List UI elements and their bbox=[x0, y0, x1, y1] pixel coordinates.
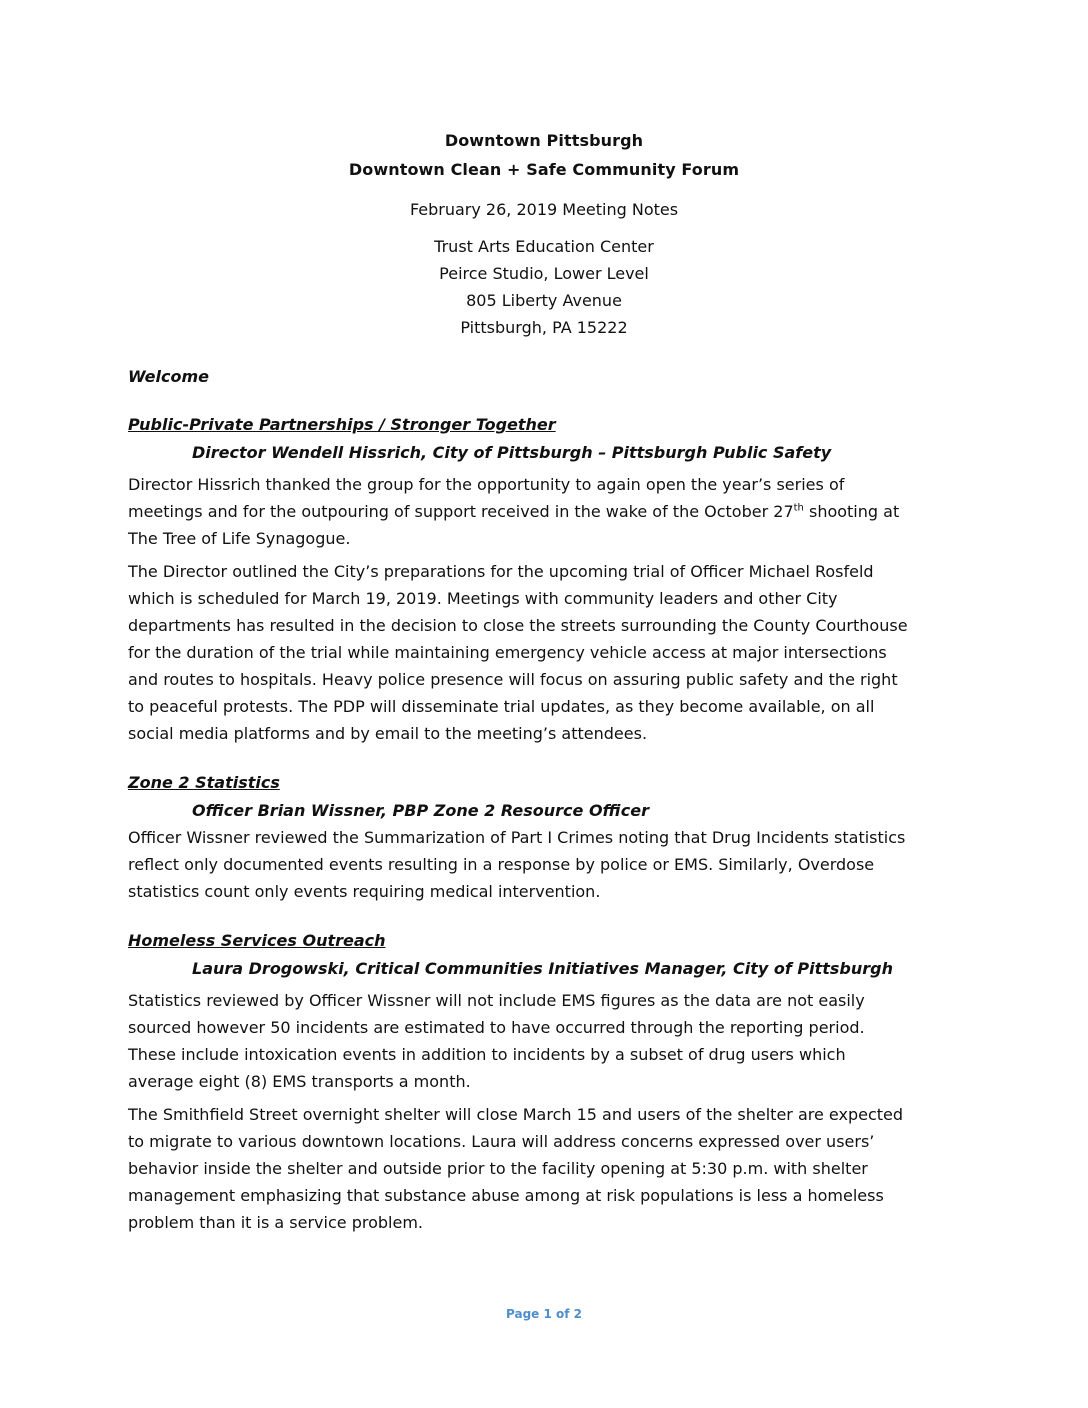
section-heading: Public-Private Partnerships / Stronger Together bbox=[128, 415, 556, 434]
venue-name: Trust Arts Education Center bbox=[434, 237, 654, 256]
paragraph-line: The Director outlined the City’s preparations for the upcoming trial of Officer Michael Rosfeld bbox=[128, 562, 874, 581]
paragraph-line: These include intoxication events in addition to incidents by a subset of drug users which bbox=[128, 1045, 846, 1064]
section-heading: Homeless Services Outreach bbox=[128, 931, 386, 950]
paragraph-line: average eight (8) EMS transports a month. bbox=[128, 1072, 471, 1091]
paragraph bbox=[128, 987, 958, 1095]
paragraph-line: The Tree of Life Synagogue. bbox=[128, 529, 351, 548]
paragraph-line: for the duration of the trial while maintaining emergency vehicle access at major intersections bbox=[128, 643, 887, 662]
section-speaker: Director Wendell Hissrich, City of Pittsburgh – Pittsburgh Public Safety bbox=[192, 443, 832, 462]
document-title: Downtown Pittsburgh bbox=[444, 131, 644, 150]
paragraph-line-text: shooting at bbox=[803, 502, 900, 521]
page-number: Page 1 of 2 bbox=[506, 1307, 582, 1321]
paragraph-line: The Smithfield Street overnight shelter will close March 15 and users of the shelter are expected bbox=[128, 1105, 904, 1124]
paragraph-line: reflect only documented events resulting in a response by police or EMS. Similarly, Overdose bbox=[128, 855, 875, 874]
paragraph-line: sourced however 50 incidents are estimated to have occurred through the reporting period. bbox=[128, 1018, 865, 1037]
section-speaker: Officer Brian Wissner, PBP Zone 2 Resource Officer bbox=[192, 801, 649, 820]
paragraph-line: departments has resulted in the decision to close the streets surrounding the County Courthouse bbox=[128, 616, 908, 635]
document-subtitle: Downtown Clean + Safe Community Forum bbox=[348, 160, 740, 179]
paragraph-line: to peaceful protests. The PDP will disseminate trial updates, as they become available, on all bbox=[128, 697, 875, 716]
section-heading: Zone 2 Statistics bbox=[128, 773, 280, 792]
paragraph-line: and routes to hospitals. Heavy police presence will focus on assuring public safety and the right bbox=[128, 670, 898, 689]
paragraph-line: management emphasizing that substance abuse among at risk populations is less a homeless bbox=[128, 1186, 884, 1205]
paragraph-line: which is scheduled for March 19, 2019. Meetings with community leaders and other City bbox=[128, 589, 838, 608]
paragraph bbox=[128, 471, 958, 552]
venue-room: Peirce Studio, Lower Level bbox=[439, 264, 649, 283]
paragraph bbox=[128, 1101, 958, 1236]
paragraph-line: behavior inside the shelter and outside prior to the facility opening at 5:30 p.m. with shelter bbox=[128, 1159, 868, 1178]
paragraph bbox=[128, 558, 958, 747]
section-speaker: Laura Drogowski, Critical Communities Initiatives Manager, City of Pittsburgh bbox=[192, 959, 894, 978]
venue-city: Pittsburgh, PA 15222 bbox=[460, 318, 628, 337]
paragraph bbox=[128, 824, 958, 905]
paragraph-line-text: meetings and for the outpouring of support received in the wake of the October 27 bbox=[128, 502, 794, 521]
venue-street: 805 Liberty Avenue bbox=[466, 291, 622, 310]
ordinal-superscript: th bbox=[793, 502, 804, 514]
paragraph-line: problem than it is a service problem. bbox=[128, 1213, 423, 1232]
welcome-heading: Welcome bbox=[128, 367, 209, 386]
meeting-date: February 26, 2019 Meeting Notes bbox=[409, 200, 679, 219]
paragraph-line: social media platforms and by email to the meeting’s attendees. bbox=[128, 724, 648, 743]
paragraph-line: Statistics reviewed by Officer Wissner will not include EMS figures as the data are not easily bbox=[128, 991, 865, 1010]
paragraph-line: to migrate to various downtown locations. Laura will address concerns expressed over users’ bbox=[128, 1132, 875, 1151]
paragraph-line: Director Hissrich thanked the group for the opportunity to again open the year’s series of bbox=[128, 475, 845, 494]
paragraph-line: statistics count only events requiring medical intervention. bbox=[128, 882, 601, 901]
paragraph-line: Officer Wissner reviewed the Summarization of Part I Crimes noting that Drug Incidents statistics bbox=[128, 828, 906, 847]
paragraph-line bbox=[128, 498, 958, 525]
